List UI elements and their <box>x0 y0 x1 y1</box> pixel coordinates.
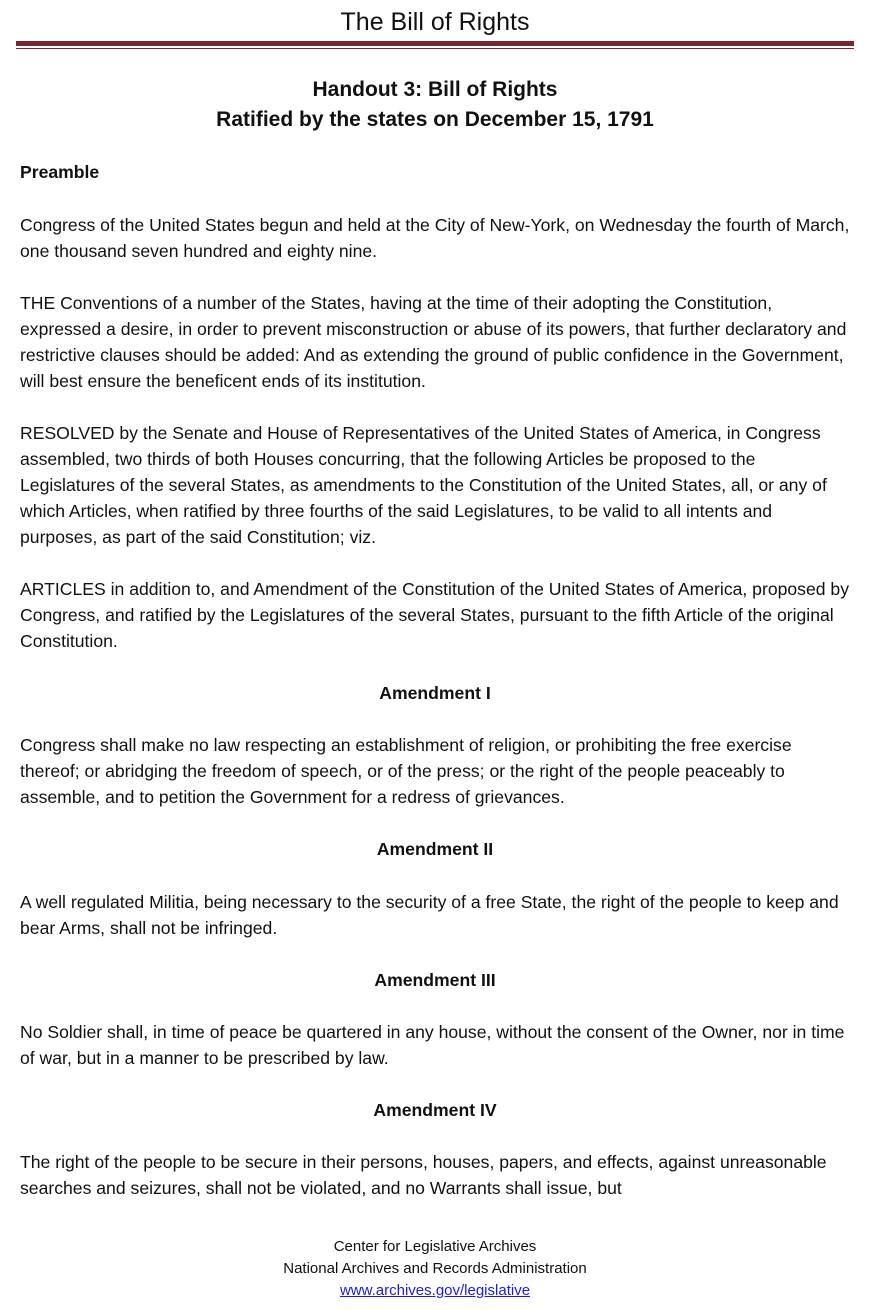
amendment-3-heading: Amendment III <box>374 970 496 990</box>
archives-link[interactable]: www.archives.gov/legislative <box>339 1282 531 1299</box>
running-header-title: The Bill of Rights <box>340 8 530 36</box>
amendment-2-text: A well regulated Militia, being necessary to the security of a free State, the right of the people to keep and bear Arms, shall not be infringed. <box>20 892 839 938</box>
amendment-2-heading: Amendment II <box>376 839 494 859</box>
amendment-4-heading: Amendment IV <box>373 1100 497 1120</box>
header-rule-thin <box>16 48 854 49</box>
preamble-paragraph-2: THE Conventions of a number of the States, having at the time of their adopting the Constitution, expressed a desire, in order to prevent misconstruction or abuse of its powers, that further declaratory and restrictive clauses should be added: And as extending the ground of public confidence in the Government, will best ensure the beneficent ends of its institution. <box>20 293 847 391</box>
preamble-paragraph-3: RESOLVED by the Senate and House of Representatives of the United States of America, in Congress assembled, two thirds of both Houses concurring, that the following Articles be proposed to the Legislatures of the several States, as amendments to the Constitution of the United States, all, or any of which Articles, when ratified by three fourths of the said Legislatures, to be valid to all intents and purposes, as part of the said Constitution; viz. <box>20 423 827 547</box>
amendment-1-heading: Amendment I <box>379 683 491 703</box>
amendment-1-text: Congress shall make no law respecting an establishment of religion, or prohibiting the free exercise thereof; or abridging the freedom of speech, or of the press; or the right of the people peaceably to assemble, and to petition the Government for a redress of grievances. <box>20 735 792 807</box>
title-line-1: Handout 3: Bill of Rights <box>312 78 558 101</box>
preamble-label: Preamble <box>20 162 100 182</box>
amendment-3-text: No Soldier shall, in time of peace be quartered in any house, without the consent of the Owner, nor in time of war, but in a manner to be prescribed by law. <box>20 1022 845 1068</box>
page-footer <box>0 1236 870 1302</box>
footer-line-2: National Archives and Records Administration <box>283 1260 587 1277</box>
document-title <box>0 75 870 135</box>
amendment-4-text: The right of the people to be secure in their persons, houses, papers, and effects, against unreasonable searches and seizures, shall not be violated, and no Warrants shall issue, but <box>20 1152 827 1198</box>
footer-line-1: Center for Legislative Archives <box>333 1238 537 1255</box>
preamble-paragraph-4: ARTICLES in addition to, and Amendment of the Constitution of the United States of America, proposed by Congress, and ratified by the Legislatures of the several States, pursuant to the fifth Article of the original Constitution. <box>20 579 850 651</box>
header-rule <box>16 41 854 46</box>
footer-link-row <box>0 1280 870 1302</box>
title-line-2: Ratified by the states on December 15, 1791 <box>216 108 654 131</box>
preamble-paragraph-1: Congress of the United States begun and held at the City of New-York, on Wednesday the fourth of March, one thousand seven hundred and eighty nine. <box>20 215 850 261</box>
